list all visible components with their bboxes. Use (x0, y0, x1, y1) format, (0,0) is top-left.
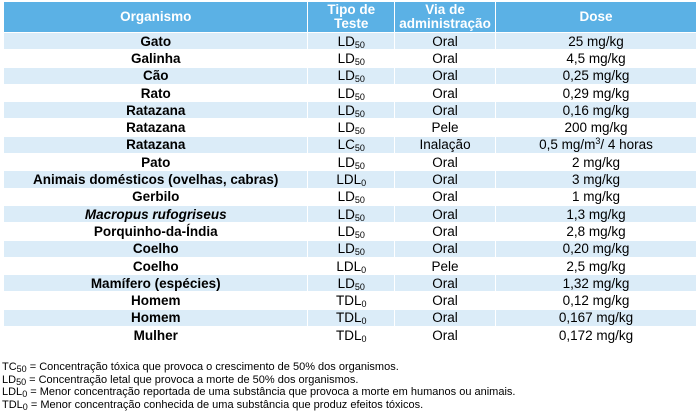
footnote-text: = Menor concentração reportada de uma substância que provoca a morte em humanos ou animais. (27, 386, 516, 398)
header-test-type: Tipo de Teste (308, 2, 395, 32)
cell-organism: Gato (4, 32, 308, 49)
cell-dose: 4,5 mg/kg (496, 49, 696, 66)
table-row (4, 32, 696, 49)
test-type-subscript: 50 (354, 39, 365, 50)
cell-route: Oral (395, 309, 496, 326)
test-type-base: LD (337, 206, 355, 222)
cell-organism: Porquinho-da-Índia (4, 222, 308, 239)
test-type-base: LD (337, 189, 355, 205)
cell-test-type (308, 188, 395, 205)
header-organism: Organismo (4, 2, 308, 32)
table-body (4, 32, 696, 343)
footnote (2, 374, 515, 387)
footnote-term-subscript: 50 (16, 364, 27, 374)
cell-dose: 2,5 mg/kg (496, 257, 696, 274)
footnote-text: = Concentração tóxica que provoca o crescimento de 50% dos organismos. (26, 361, 399, 373)
cell-test-type (308, 84, 395, 101)
cell-organism: Gerbilo (4, 188, 308, 205)
table-header-row (4, 2, 696, 32)
cell-route: Oral (395, 274, 496, 291)
table-row (4, 136, 696, 153)
cell-route: Oral (395, 32, 496, 49)
footnote-term: TDL (2, 398, 23, 411)
test-type-base: LDL (336, 258, 362, 274)
test-type-subscript: 50 (354, 108, 365, 119)
cell-test-type (308, 222, 395, 239)
cell-test-type (308, 240, 395, 257)
cell-route: Oral (395, 49, 496, 66)
cell-route: Oral (395, 205, 496, 222)
test-type-subscript: 0 (361, 299, 367, 310)
cell-route: Oral (395, 188, 496, 205)
table-row (4, 257, 696, 274)
cell-test-type (308, 291, 395, 308)
cell-test-type (308, 309, 395, 326)
footnote-term-subscript: 0 (22, 389, 28, 399)
test-type-subscript: 50 (354, 212, 365, 223)
header-route: Via de administração (395, 2, 496, 32)
cell-dose (496, 136, 696, 153)
cell-dose: 0,20 mg/kg (496, 240, 696, 257)
cell-dose: 0,16 mg/kg (496, 101, 696, 118)
table-row (4, 188, 696, 205)
cell-test-type (308, 67, 395, 84)
cell-test-type (308, 326, 395, 343)
cell-route: Oral (395, 84, 496, 101)
footnote-term-subscript: 0 (22, 401, 28, 412)
test-type-base: LD (337, 50, 355, 66)
cell-route: Oral (395, 240, 496, 257)
table-row (4, 240, 696, 257)
table-row (4, 170, 696, 187)
cell-organism: Animais domésticos (ovelhas, cabras) (4, 170, 308, 187)
test-type-subscript: 50 (354, 229, 365, 240)
test-type-subscript: 50 (354, 247, 365, 258)
cell-dose: 0,172 mg/kg (496, 326, 696, 343)
cell-route: Oral (395, 101, 496, 118)
cell-organism: Macropus rufogriseus (4, 205, 308, 222)
cell-route: Oral (395, 153, 496, 170)
cell-route: Pele (395, 257, 496, 274)
test-type-subscript: 0 (361, 316, 367, 327)
test-type-subscript: 50 (354, 91, 365, 102)
test-type-subscript: 50 (354, 195, 365, 206)
cell-organism: Rato (4, 84, 308, 101)
cell-test-type (308, 274, 395, 291)
table-row (4, 326, 696, 343)
test-type-subscript: 0 (361, 178, 367, 189)
test-type-base: LDL (336, 172, 362, 188)
footnote-term: TC (2, 361, 17, 373)
footnote-text: = Menor concentração conhecida de uma substância que produz efeitos tóxicos. (27, 398, 424, 411)
test-type-subscript: 50 (354, 281, 365, 292)
cell-dose: 1,3 mg/kg (496, 205, 696, 222)
cell-dose: 2 mg/kg (496, 153, 696, 170)
cell-organism: Ratazana (4, 118, 308, 135)
cell-organism: Pato (4, 153, 308, 170)
cell-dose: 1,32 mg/kg (496, 274, 696, 291)
cell-organism: Coelho (4, 257, 308, 274)
table-row (4, 118, 696, 135)
cell-organism: Coelho (4, 240, 308, 257)
test-type-base: LD (337, 68, 355, 84)
cell-organism: Homem (4, 291, 308, 308)
dose-suffix: / 4 horas (600, 137, 653, 153)
table-row (4, 205, 696, 222)
test-type-subscript: 50 (354, 126, 365, 137)
cell-route: Oral (395, 291, 496, 308)
footnote-term: LD (2, 373, 17, 386)
table-row (4, 222, 696, 239)
table-row (4, 67, 696, 84)
cell-dose: 0,25 mg/kg (496, 67, 696, 84)
test-type-subscript: 0 (361, 264, 367, 275)
cell-route: Oral (395, 170, 496, 187)
footnote (2, 361, 515, 374)
cell-organism: Mamífero (espécies) (4, 274, 308, 291)
cell-test-type (308, 118, 395, 135)
cell-organism: Galinha (4, 49, 308, 66)
test-type-base: LC (337, 137, 355, 153)
table-row (4, 309, 696, 326)
test-type-subscript: 50 (354, 160, 365, 171)
cell-test-type (308, 136, 395, 153)
cell-test-type (308, 101, 395, 118)
dose-prefix: 0,5 mg/m (539, 137, 596, 153)
test-type-subscript: 50 (354, 74, 365, 85)
table-row (4, 274, 696, 291)
footnote-term-subscript: 50 (16, 376, 27, 387)
cell-test-type (308, 257, 395, 274)
cell-dose: 2,8 mg/kg (496, 222, 696, 239)
test-type-base: TDL (336, 327, 362, 343)
cell-test-type (308, 49, 395, 66)
cell-route: Oral (395, 67, 496, 84)
test-type-base: TDL (336, 293, 362, 309)
test-type-base: LD (337, 102, 355, 118)
test-type-base: LD (337, 120, 355, 136)
cell-route: Inalação (395, 136, 496, 153)
header-dose: Dose (496, 2, 696, 32)
footnote-term: LDL (2, 386, 23, 398)
cell-dose: 25 mg/kg (496, 32, 696, 49)
dose-superscript: 3 (595, 136, 601, 147)
toxicity-table (4, 2, 696, 343)
cell-dose: 0,29 mg/kg (496, 84, 696, 101)
cell-organism: Mulher (4, 326, 308, 343)
cell-test-type (308, 205, 395, 222)
test-type-base: LD (337, 33, 355, 49)
cell-test-type (308, 32, 395, 49)
footnotes (2, 361, 515, 411)
table-row (4, 49, 696, 66)
table-row (4, 291, 696, 308)
cell-organism: Ratazana (4, 136, 308, 153)
test-type-subscript: 50 (354, 143, 365, 154)
cell-dose: 200 mg/kg (496, 118, 696, 135)
test-type-base: LD (337, 241, 355, 257)
cell-dose: 3 mg/kg (496, 170, 696, 187)
cell-route: Pele (395, 118, 496, 135)
test-type-base: LD (337, 223, 355, 239)
test-type-subscript: 50 (354, 56, 365, 67)
table-row (4, 153, 696, 170)
footnote-text: = Concentração letal que provoca a morte de 50% dos organismos. (26, 373, 359, 386)
cell-organism: Ratazana (4, 101, 308, 118)
cell-organism: Cão (4, 67, 308, 84)
test-type-base: LD (337, 275, 355, 291)
table-row (4, 84, 696, 101)
test-type-base: LD (337, 154, 355, 170)
cell-dose: 0,12 mg/kg (496, 291, 696, 308)
cell-test-type (308, 153, 395, 170)
cell-organism: Homem (4, 309, 308, 326)
footnote (2, 386, 515, 399)
cell-route: Oral (395, 222, 496, 239)
cell-route: Oral (395, 326, 496, 343)
cell-test-type (308, 170, 395, 187)
test-type-base: LD (337, 85, 355, 101)
test-type-base: TDL (336, 310, 362, 326)
table-row (4, 101, 696, 118)
test-type-subscript: 0 (361, 333, 367, 344)
cell-dose: 0,167 mg/kg (496, 309, 696, 326)
cell-dose: 1 mg/kg (496, 188, 696, 205)
footnote (2, 399, 515, 412)
